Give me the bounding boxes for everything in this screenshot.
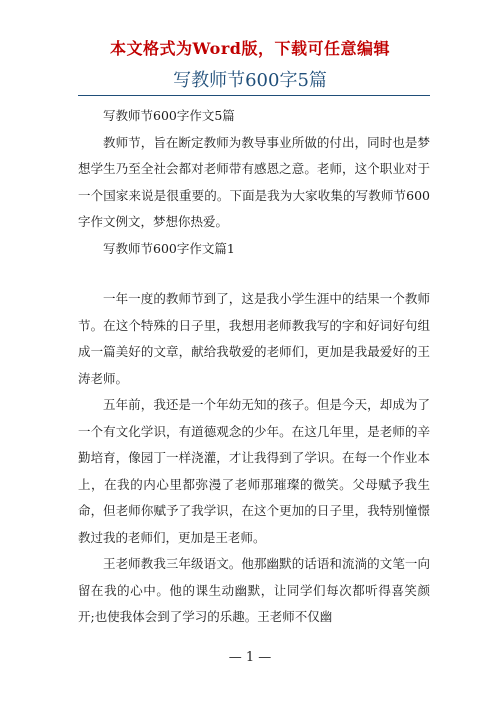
page-number: — 1 —: [228, 650, 272, 665]
body-paragraph: 一年一度的教师节到了，这是我小学生涯中的结果一个教师节。在这个特殊的日子里，我想用老师教我写的字和好词好句组成一篇美好的文章，献给我敬爱的老师们，更加是我最爱好的王涛老师。: [78, 291, 430, 386]
document-title: 写教师节600字5篇: [173, 70, 327, 91]
body-paragraph: 五年前，我还是一个年幼无知的孩子。但是今天，却成为了一个有文化学识，有道德观念的少年。在这几年里，是老师的辛勤培育，像园丁一样浇灌，才让我得到了学识。在每一个作业本上，在我的内心里都弥漫了老师那璀璨的微笑。父母赋予我生命，但老师你赋予了我学识，在这个更加的日子里，我特别憧憬教过我的老师们，更加是王老师。: [78, 397, 430, 545]
body-paragraph: 王老师教我三年级语文。他那幽默的话语和流淌的文笔一向留在我的心中。他的课生动幽默，让同学们每次都听得喜笑颜开;也使我体会到了学习的乐趣。王老师不仅幽: [78, 556, 430, 624]
intro-paragraph: 教师节，旨在断定教师为教导事业所做的付出，同时也是梦想学生乃至全社会都对老师带有感恩之意。老师，这个职业对于一个国家来说是很重要的。下面是我为大家收集的写教师节600字作文例文，梦想你热爱。: [78, 134, 430, 229]
document-body: [78, 103, 430, 631]
essay-subheading: 写教师节600字作文篇1: [103, 240, 235, 256]
essay-heading: 写教师节600字作文5篇: [103, 108, 235, 123]
title-divider: [78, 95, 430, 96]
download-banner: 本文格式为Word版，下载可任意编辑: [110, 39, 390, 58]
paragraph-spacer: [78, 262, 430, 286]
